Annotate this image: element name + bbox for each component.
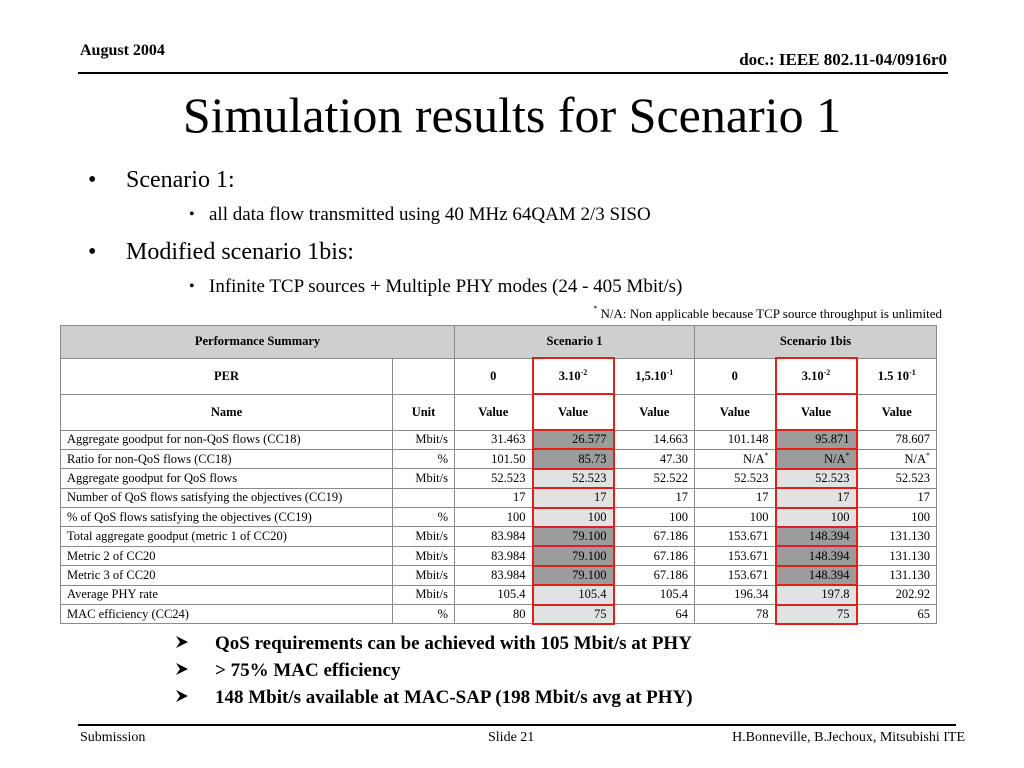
row-name: Ratio for non-QoS flows (CC18) bbox=[61, 449, 393, 468]
per-label: PER bbox=[61, 358, 393, 394]
value-cell: 202.92 bbox=[857, 585, 937, 604]
value-cell: 80 bbox=[455, 605, 533, 624]
bullet-text: Scenario 1: bbox=[126, 167, 235, 193]
row-unit bbox=[393, 488, 455, 507]
value-cell: 26.577 bbox=[533, 430, 614, 449]
bullet-dot-icon: • bbox=[189, 206, 195, 223]
value-cell: 100 bbox=[857, 508, 937, 527]
footnote bbox=[593, 306, 942, 322]
per-cell: $1,5.10^{-1}$ bbox=[614, 358, 695, 394]
value-cell: 148.394 bbox=[776, 566, 857, 585]
table-row bbox=[61, 469, 937, 488]
row-name: Number of QoS flows satisfying the objectives (CC19) bbox=[61, 488, 393, 507]
row-name: Aggregate goodput for QoS flows bbox=[61, 469, 393, 488]
per-cell: 1.5 $10^{-1}$ bbox=[857, 358, 937, 394]
slide-title: Simulation results for Scenario 1 bbox=[182, 87, 842, 143]
value-cell: N/A* bbox=[857, 449, 937, 468]
conclusion-text: > 75% MAC efficiency bbox=[215, 660, 401, 681]
sub-bullet-text: all data flow transmitted using 40 MHz 64QAM 2/3 SISO bbox=[209, 204, 651, 225]
value-column-header: Value bbox=[776, 394, 857, 430]
row-name: % of QoS flows satisfying the objectives (CC19) bbox=[61, 508, 393, 527]
per-cell: 0 bbox=[455, 358, 533, 394]
value-cell: 75 bbox=[533, 605, 614, 624]
value-cell: 105.4 bbox=[533, 585, 614, 604]
row-unit: Mbit/s bbox=[393, 430, 455, 449]
conclusion-text: QoS requirements can be achieved with 105 Mbit/s at PHY bbox=[215, 633, 692, 654]
value-cell: 31.463 bbox=[455, 430, 533, 449]
name-column-header: Name bbox=[61, 394, 393, 430]
arrow-bullet-icon bbox=[175, 659, 189, 679]
table-header-row bbox=[61, 326, 937, 359]
value-cell: 75 bbox=[776, 605, 857, 624]
row-unit: Mbit/s bbox=[393, 527, 455, 546]
value-cell: 78.607 bbox=[857, 430, 937, 449]
value-cell: 100 bbox=[776, 508, 857, 527]
value-cell: 65 bbox=[857, 605, 937, 624]
value-cell: 17 bbox=[455, 488, 533, 507]
value-cell: 197.8 bbox=[776, 585, 857, 604]
value-cell: 17 bbox=[533, 488, 614, 507]
value-column-header: Value bbox=[533, 394, 614, 430]
bullet-text: Modified scenario 1bis: bbox=[126, 239, 354, 265]
footer-rule bbox=[78, 724, 956, 726]
header-doc-id: doc.: IEEE 802.11-04/0916r0 bbox=[739, 50, 947, 69]
table-row bbox=[61, 508, 937, 527]
row-name: MAC efficiency (CC24) bbox=[61, 605, 393, 624]
table-row bbox=[61, 488, 937, 507]
value-cell: 14.663 bbox=[614, 430, 695, 449]
row-unit: % bbox=[393, 449, 455, 468]
value-cell: 64 bbox=[614, 605, 695, 624]
footer-authors: H.Bonneville, B.Jechoux, Mitsubishi ITE bbox=[732, 730, 965, 745]
value-cell: 67.186 bbox=[614, 546, 695, 565]
bullet-dot-icon: • bbox=[88, 167, 97, 193]
value-cell: 79.100 bbox=[533, 566, 614, 585]
value-cell: 100 bbox=[533, 508, 614, 527]
value-cell: 79.100 bbox=[533, 527, 614, 546]
table-row bbox=[61, 527, 937, 546]
value-cell: 52.522 bbox=[614, 469, 695, 488]
row-unit: % bbox=[393, 508, 455, 527]
table-row bbox=[61, 546, 937, 565]
value-cell: 105.4 bbox=[614, 585, 695, 604]
row-unit: Mbit/s bbox=[393, 585, 455, 604]
table-row bbox=[61, 566, 937, 585]
value-cell: 52.523 bbox=[776, 469, 857, 488]
row-name: Metric 2 of CC20 bbox=[61, 546, 393, 565]
value-cell: 101.148 bbox=[695, 430, 776, 449]
results-table bbox=[60, 325, 937, 625]
per-cell: $3.10^{-2}$ bbox=[533, 358, 614, 394]
row-unit: Mbit/s bbox=[393, 566, 455, 585]
value-cell: 131.130 bbox=[857, 527, 937, 546]
value-cell: 52.523 bbox=[857, 469, 937, 488]
footer-slide-number: Slide 21 bbox=[488, 730, 535, 745]
value-cell: 52.523 bbox=[695, 469, 776, 488]
value-cell: 131.130 bbox=[857, 546, 937, 565]
row-unit: Mbit/s bbox=[393, 469, 455, 488]
arrow-bullet-icon bbox=[175, 686, 189, 706]
value-cell: 148.394 bbox=[776, 527, 857, 546]
table-row bbox=[61, 449, 937, 468]
sub-bullet-text: Infinite TCP sources + Multiple PHY modes (24 - 405 Mbit/s) bbox=[209, 276, 683, 297]
row-unit: Mbit/s bbox=[393, 546, 455, 565]
sub-bullet-scenario-1bis bbox=[189, 276, 683, 298]
per-cell: $3.10^{-2}$ bbox=[776, 358, 857, 394]
header-rule bbox=[78, 72, 948, 74]
per-row bbox=[61, 358, 937, 394]
value-cell: 78 bbox=[695, 605, 776, 624]
scenario-1-header: Scenario 1 bbox=[455, 326, 695, 359]
table-row bbox=[61, 605, 937, 624]
value-cell: 105.4 bbox=[455, 585, 533, 604]
value-column-header: Value bbox=[455, 394, 533, 430]
value-cell: 67.186 bbox=[614, 566, 695, 585]
bullet-dot-icon: • bbox=[189, 278, 195, 295]
value-cell: 148.394 bbox=[776, 546, 857, 565]
value-cell: 85.73 bbox=[533, 449, 614, 468]
value-column-header: Value bbox=[695, 394, 776, 430]
conclusion-text: 148 Mbit/s available at MAC-SAP (198 Mbit/s avg at PHY) bbox=[215, 687, 693, 708]
value-column-header: Value bbox=[857, 394, 937, 430]
per-unit-cell bbox=[393, 358, 455, 394]
per-cell: 0 bbox=[695, 358, 776, 394]
value-cell: 196.34 bbox=[695, 585, 776, 604]
value-cell: 17 bbox=[776, 488, 857, 507]
value-cell: 83.984 bbox=[455, 566, 533, 585]
value-cell: 131.130 bbox=[857, 566, 937, 585]
value-cell: 83.984 bbox=[455, 546, 533, 565]
bullet-dot-icon: • bbox=[88, 239, 97, 265]
footnote-text: N/A: Non applicable because TCP source throughput is unlimited bbox=[597, 306, 942, 321]
value-cell: 52.523 bbox=[533, 469, 614, 488]
column-header-row bbox=[61, 394, 937, 430]
unit-column-header: Unit bbox=[393, 394, 455, 430]
value-cell: 67.186 bbox=[614, 527, 695, 546]
value-cell: 100 bbox=[695, 508, 776, 527]
table-row bbox=[61, 430, 937, 449]
footnote-mark: * bbox=[593, 304, 598, 313]
value-cell: 17 bbox=[857, 488, 937, 507]
footer-submission: Submission bbox=[80, 730, 146, 745]
table-row bbox=[61, 585, 937, 604]
value-cell: 153.671 bbox=[695, 566, 776, 585]
value-cell: 83.984 bbox=[455, 527, 533, 546]
value-column-header: Value bbox=[614, 394, 695, 430]
row-name: Aggregate goodput for non-QoS flows (CC18) bbox=[61, 430, 393, 449]
row-name: Average PHY rate bbox=[61, 585, 393, 604]
value-cell: 17 bbox=[695, 488, 776, 507]
scenario-1bis-header: Scenario 1bis bbox=[695, 326, 937, 359]
value-cell: 153.671 bbox=[695, 527, 776, 546]
value-cell: N/A* bbox=[776, 449, 857, 468]
value-cell: 95.871 bbox=[776, 430, 857, 449]
value-cell: 153.671 bbox=[695, 546, 776, 565]
arrow-bullet-icon bbox=[175, 632, 189, 652]
bullet-scenario-1bis bbox=[88, 238, 354, 266]
row-unit: % bbox=[393, 605, 455, 624]
row-name: Metric 3 of CC20 bbox=[61, 566, 393, 585]
value-cell: 100 bbox=[455, 508, 533, 527]
value-cell: 79.100 bbox=[533, 546, 614, 565]
value-cell: 100 bbox=[614, 508, 695, 527]
bullet-scenario-1 bbox=[88, 166, 235, 194]
row-name: Total aggregate goodput (metric 1 of CC20) bbox=[61, 527, 393, 546]
value-cell: 17 bbox=[614, 488, 695, 507]
header-date: August 2004 bbox=[80, 42, 165, 59]
value-cell: N/A* bbox=[695, 449, 776, 468]
value-cell: 52.523 bbox=[455, 469, 533, 488]
sub-bullet-scenario-1 bbox=[189, 204, 651, 226]
value-cell: 101.50 bbox=[455, 449, 533, 468]
performance-summary-header: Performance Summary bbox=[61, 326, 455, 359]
value-cell: 47.30 bbox=[614, 449, 695, 468]
